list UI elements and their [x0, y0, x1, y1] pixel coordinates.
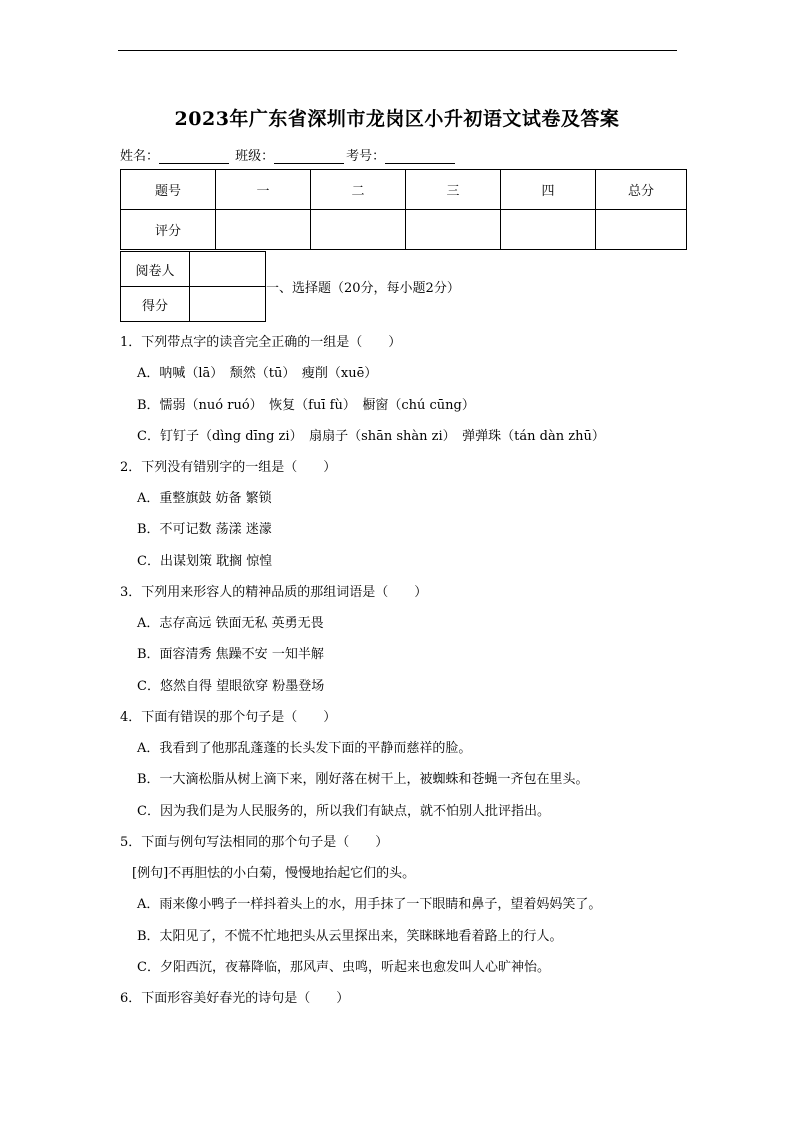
question-option: A．重整旗鼓 妨备 繁锁	[137, 491, 272, 506]
question-option: C．钉钉子（dìng dīng zi） 扇扇子（shān shàn zi） 弹弹珠（tán dàn zhū）	[137, 429, 605, 444]
question-option: B．面容清秀 焦躁不安 一知半解	[137, 647, 324, 662]
score-row-label: 评分	[121, 210, 216, 250]
score-table-score-row	[121, 210, 687, 250]
student-info-line	[120, 145, 457, 164]
score-header-cell: 总分	[596, 170, 687, 210]
question-option: B．懦弱（nuó ruó） 恢复（fuī fù） 橱窗（chú cūng）	[137, 398, 475, 413]
question-option: C．夕阳西沉，夜幕降临，那风声、虫鸣，听起来也愈发叫人心旷神怡。	[137, 960, 550, 975]
question-option: B．不可记数 荡漾 迷濛	[137, 522, 272, 537]
question-stem: 4．下面有错误的那个句子是（ ）	[120, 710, 337, 725]
question-option: B．一大滴松脂从树上滴下来，刚好落在树干上，被蜘蛛和苍蝇一齐包在里头。	[137, 772, 589, 787]
class-blank[interactable]	[274, 150, 344, 164]
question-stem: 1．下列带点字的读音完全正确的一组是（ ）	[120, 335, 402, 350]
question-option: A．我看到了他那乱蓬蓬的长头发下面的平静而慈祥的脸。	[137, 741, 472, 756]
score-header-cell: 题号	[121, 170, 216, 210]
question-stem: 6．下面形容美好春光的诗句是（ ）	[120, 991, 350, 1006]
section-title: 一、选择题（20分，每小题2分）	[266, 281, 460, 296]
score-cell[interactable]	[216, 210, 311, 250]
question-stem: 5．下面与例句写法相同的那个句子是（ ）	[120, 835, 389, 850]
question-stem: 2．下列没有错别字的一组是（ ）	[120, 460, 337, 475]
name-blank[interactable]	[159, 150, 229, 164]
score-cell[interactable]	[311, 210, 406, 250]
exam-no-blank[interactable]	[385, 150, 455, 164]
score-header-cell: 一	[216, 170, 311, 210]
grader-score-label: 得分	[121, 287, 190, 322]
question-option: A．呐喊（lā） 颓然（tū） 瘦削（xuē）	[137, 366, 378, 381]
question-option: C．悠然自得 望眼欲穿 粉墨登场	[137, 679, 325, 694]
reviewer-cell[interactable]	[190, 252, 266, 287]
score-header-cell: 二	[311, 170, 406, 210]
question-option: C．因为我们是为人民服务的，所以我们有缺点，就不怕别人批评指出。	[137, 804, 550, 819]
question-stem: 3．下列用来形容人的精神品质的那组词语是（ ）	[120, 585, 428, 600]
score-header-cell: 三	[406, 170, 501, 210]
name-label: 姓名：	[120, 149, 160, 164]
class-label: 班级：	[235, 149, 275, 164]
question-option: A．雨来像小鸭子一样抖着头上的水，用手抹了一下眼睛和鼻子，望着妈妈笑了。	[137, 897, 602, 912]
score-cell[interactable]	[406, 210, 501, 250]
question-option: C．出谋划策 耽搁 惊惶	[137, 554, 273, 569]
score-table-header-row	[121, 170, 687, 210]
exam-title: 2023年广东省深圳市龙岗区小升初语文试卷及答案	[174, 108, 620, 130]
question-option: B．太阳见了，不慌不忙地把头从云里探出来，笑眯眯地看着路上的行人。	[137, 929, 563, 944]
grader-score-cell[interactable]	[190, 287, 266, 322]
score-cell[interactable]	[596, 210, 687, 250]
score-table	[120, 169, 687, 250]
question-option: A．志存高远 铁面无私 英勇无畏	[137, 616, 324, 631]
grader-table	[120, 251, 266, 322]
score-cell[interactable]	[501, 210, 596, 250]
header-rule	[118, 50, 677, 51]
exam-no-label: 考号：	[346, 149, 386, 164]
reviewer-label: 阅卷人	[121, 252, 190, 287]
score-header-cell: 四	[501, 170, 596, 210]
question-example: [例句]不再胆怯的小白菊，慢慢地抬起它们的头。	[132, 866, 416, 881]
